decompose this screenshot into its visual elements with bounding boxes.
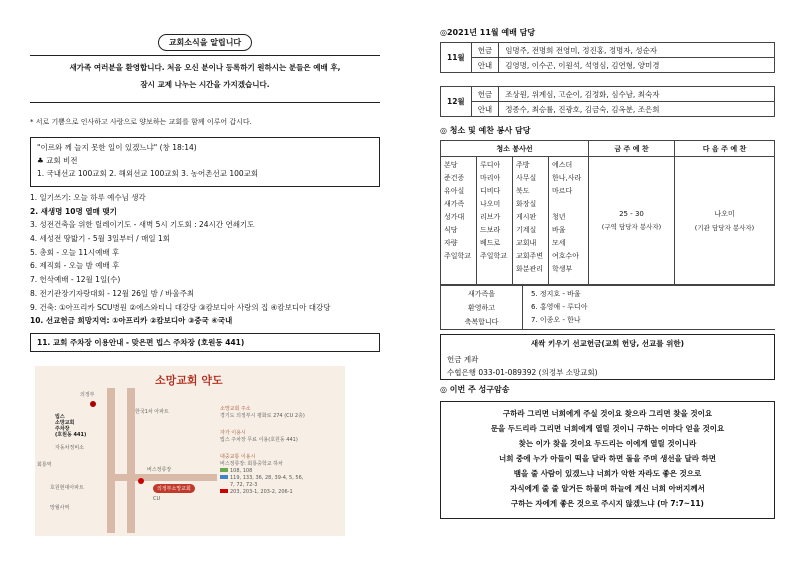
park: 빕스 주차장 무료 이용(호원동 441) xyxy=(220,436,298,443)
list-item: 2. 새생명 10명 열매 맺기 xyxy=(30,206,117,216)
road-horizontal xyxy=(107,474,217,481)
bus-line: 203, 203-1, 203-2, 206-1 xyxy=(230,488,293,495)
names-cell: 임명주, 전명희 전영미, 정진홍, 정명자, 성순자 xyxy=(499,43,775,58)
next-week-cell xyxy=(675,157,775,285)
map-label: 버스정류장 xyxy=(147,466,172,473)
clean-cell: 새가족 xyxy=(444,200,465,208)
list-item: 9. 건축: ①아프리카 SCU병원 ②에스와티니 대강당 ③캄보디아 사랑의 집 ④캄보디아 대강당 xyxy=(30,302,331,312)
bus-sub: 버스정류장: 회룡중학교 하차 xyxy=(220,460,283,467)
this-week-sub: (구역 담당자 봉사자) xyxy=(601,223,662,231)
clean-cell: 청년 xyxy=(552,213,566,221)
vision-items: 1. 국내선교 100교회 2. 해외선교 100교회 3. 농어촌선교 100교회 xyxy=(37,169,259,178)
clean-col xyxy=(549,157,589,285)
newcomer-item: 7. 이종오 - 한나 xyxy=(531,316,581,324)
verse-box xyxy=(440,401,775,519)
mission-title: 새싹 키우기 선교헌금(교회 헌당, 선교를 위한) xyxy=(530,339,685,348)
role-cell: 안내 xyxy=(471,102,499,117)
list-item: 8. 전기관장기자랑대회 - 12월 26일 밤 / 바울주최 xyxy=(30,288,195,298)
clean-cell: 에스더 xyxy=(552,161,573,169)
this-week: 25 - 30 xyxy=(619,210,644,218)
left-column xyxy=(30,0,380,536)
vips-label: 빕스 소망교회 주차장 (호원동 441) xyxy=(55,413,87,438)
verse-title: ◎ 이번 주 성구암송 xyxy=(440,385,510,394)
this-week-cell xyxy=(589,157,675,285)
list-item: 1. 일기쓰기: 오늘 하루 예수님 생각 xyxy=(30,193,146,202)
clean-header: 청소 봉사선 xyxy=(441,141,589,157)
next-week: 나오미 xyxy=(714,210,735,218)
map-info xyxy=(220,406,340,496)
welcome-text: 환영하고 xyxy=(467,303,496,312)
clean-cell: 교회내 xyxy=(516,239,537,247)
verse-line: 자식에게 줄 줄 알거든 하물며 하늘에 계신 너희 아버지께서 xyxy=(510,484,705,493)
road-vertical xyxy=(107,388,115,533)
month-cell: 11월 xyxy=(441,43,472,73)
clean-cell: 드보라 xyxy=(480,226,501,234)
verse-line: 찾는 이가 찾을 것이요 두드리는 이에게 열릴 것이니라 xyxy=(518,439,697,448)
clean-table xyxy=(440,140,775,285)
month-cell: 12월 xyxy=(441,87,472,117)
map-label: 자동차정비소 xyxy=(55,444,84,451)
bus-red-icon xyxy=(220,489,228,493)
clean-cell: 모세 xyxy=(552,239,566,247)
welcome-text: 축복합니다 xyxy=(464,317,499,326)
clean-cell: 학생부 xyxy=(552,265,573,273)
verse-line: 문을 두드리라 그리면 너희에게 열릴 것이니 구하는 이마다 얻을 것이요 xyxy=(490,424,725,433)
service-title: ◎2021년 11월 예배 담당 xyxy=(440,28,536,37)
clean-col xyxy=(441,157,477,285)
right-column xyxy=(440,0,775,519)
newcomer-list xyxy=(523,286,776,330)
map-label: 한국1차 아파트 xyxy=(135,408,169,415)
clean-cell: 디비다 xyxy=(480,187,501,195)
role-cell: 헌금 xyxy=(471,43,499,58)
clean-cell: 자량 xyxy=(444,239,458,247)
divider xyxy=(30,102,380,103)
clean-header: 금 주 예 찬 xyxy=(589,141,675,157)
clean-cell: 화분관리 xyxy=(516,265,544,273)
clean-cell: 마리아 xyxy=(480,174,501,182)
mission-line: 수협은행 033-01-089392 (의정부 소망교회) xyxy=(447,368,598,377)
clean-title: ◎ 청소 및 예찬 봉사 담당 xyxy=(440,126,531,135)
bus-green-icon xyxy=(220,468,228,472)
map-label: 망월사역 xyxy=(50,504,70,511)
bus-line: 119, 133, 36, 28, 39-4, 5, 56, xyxy=(230,474,304,481)
map-label: 회룡역 xyxy=(37,461,52,468)
bus-title: 대중교통 이용시 xyxy=(220,453,256,460)
welcome-line-2: 잠시 교제 나누는 시간을 가지겠습니다. xyxy=(140,80,270,89)
newcomer-item: 5. 정지호 - 바울 xyxy=(531,290,581,298)
clean-cell: 한나,사라 xyxy=(552,174,582,182)
nov-table xyxy=(440,42,775,73)
clean-cell: 주방 xyxy=(516,161,530,169)
clean-cell: 리브가 xyxy=(480,213,501,221)
clean-cell: 교회주변 xyxy=(516,252,544,260)
note: * 서로 기쁨으로 인사하고 사랑으로 양보하는 교회를 함께 이루어 갑시다. xyxy=(30,118,252,126)
welcome-box xyxy=(441,286,523,330)
clean-cell: 기계실 xyxy=(516,226,537,234)
road-vertical xyxy=(127,388,135,533)
bus-line: 7, 72, 72-3 xyxy=(230,481,258,488)
newcomer-item: 6. 홍영애 - 루디아 xyxy=(531,303,588,311)
list-item: 6. 제직회 - 오늘 밤 예배 후 xyxy=(30,261,120,271)
welcome-line-1: 새가족 여러분을 환영합니다. 처음 오신 분이나 등록하기 원하시는 분들은 예배 후, xyxy=(69,63,341,72)
bus-blue-icon xyxy=(220,475,228,479)
clean-cell: 준건증 xyxy=(444,174,465,182)
newcomer-table xyxy=(440,285,775,330)
vision-verse: "이르와 께 늘지 못한 일이 있겠느냐" (창 18:14) xyxy=(37,143,197,152)
clean-header: 다 음 주 예 찬 xyxy=(675,141,775,157)
addr-title: 소망교회 주소 xyxy=(220,405,251,412)
verse-line: 너희 중에 누가 아들이 떡을 달라 하면 돌을 주며 생선을 달라 하면 xyxy=(498,454,717,463)
hospital-pin xyxy=(90,401,96,407)
clean-col xyxy=(513,157,549,285)
mission-box xyxy=(440,334,775,380)
mission-line: 헌금 계좌 xyxy=(447,355,479,364)
names-cell: 김영명, 이수곤, 이원석, 석영심, 김연형, 양미경 xyxy=(499,58,775,73)
map-title: 소망교회 약도 xyxy=(155,373,223,387)
addr: 경기도 의정부시 평화로 274 (CU 2층) xyxy=(220,412,305,419)
verse-line: 뱀을 줄 사람이 있겠느냐 너희가 악한 자라도 좋은 것으로 xyxy=(513,469,702,478)
clean-cell xyxy=(552,198,585,211)
clean-cell: 식당 xyxy=(444,226,458,234)
role-cell: 헌금 xyxy=(471,87,499,102)
clean-cell: 화장실 xyxy=(516,200,537,208)
list-item: 10. 선교헌금 희망지역: ①아프리카 ②캄보디아 ③중국 ④국내 xyxy=(30,316,233,326)
clean-col xyxy=(477,157,513,285)
clean-cell: 마르다 xyxy=(552,187,573,195)
bus-line: 108, 108 xyxy=(230,467,253,474)
clean-cell: 여호수아 xyxy=(552,252,580,260)
church-map xyxy=(35,366,345,536)
clean-cell: 사무실 xyxy=(516,174,537,182)
parking-notice: 11. 교회 주차장 이용안내 - 맞은편 빕스 주차장 (호원동 441) xyxy=(30,333,380,352)
map-label: 호원현대아파트 xyxy=(50,484,84,491)
clean-cell: 게시판 xyxy=(516,213,537,221)
clean-cell: 성가대 xyxy=(444,213,465,221)
list-item: 4. 세성전 땅밟기 - 5월 3일부터 / 매일 1회 xyxy=(30,234,170,244)
clean-cell: 유아실 xyxy=(444,187,465,195)
clean-cell: 주일학교 xyxy=(444,252,472,260)
list-item: 7. 헌삭예배 - 12월 1일(수) xyxy=(30,275,121,285)
welcome-text: 새가족을 xyxy=(467,289,496,298)
clean-cell: 루디아 xyxy=(480,161,501,169)
clean-cell: 본당 xyxy=(444,161,458,169)
church-marker: 의정부소망교회 xyxy=(153,484,195,493)
park-title: 자가 이용시 xyxy=(220,429,246,436)
names-cell: 정종수, 최승률, 진광호, 김금숙, 김옥분, 조은희 xyxy=(499,102,775,117)
map-label: 의정부 xyxy=(80,391,95,398)
names-cell: 조상원, 위계심, 고순이, 김정화, 심수남, 최숙자 xyxy=(499,87,775,102)
role-cell: 안내 xyxy=(471,58,499,73)
verse-line: 구하라 그리면 너희에게 주실 것이요 찾으라 그리면 찾을 것이요 xyxy=(502,409,713,418)
vision-label: ♣ 교회 비전 xyxy=(37,156,78,165)
verse-line: 구하는 자에게 좋은 것으로 주시지 않겠느냐 (마 7:7~11) xyxy=(511,499,704,508)
clean-cell: 주일학교 xyxy=(480,252,508,260)
divider xyxy=(30,55,380,56)
next-week-sub: (기관 담당자 봉사자) xyxy=(694,224,755,232)
map-label: CU xyxy=(153,495,161,502)
clean-cell: 나오미 xyxy=(480,200,501,208)
clean-cell: 베드로 xyxy=(480,239,501,247)
news-list xyxy=(30,191,380,328)
vision-box xyxy=(30,137,380,187)
dec-table xyxy=(440,86,775,117)
list-item: 5. 총회 - 오늘 11시예배 후 xyxy=(30,247,120,257)
clean-cell: 북도 xyxy=(516,187,530,195)
busstop-pin xyxy=(138,478,144,484)
list-item: 3. 성전건축을 위한 릴레이기도 - 새벽 5시 기도회 : 24시간 연쇄기도 xyxy=(30,220,255,230)
news-title: 교회소식을 알립니다 xyxy=(158,34,252,51)
clean-cell: 바울 xyxy=(552,226,566,234)
